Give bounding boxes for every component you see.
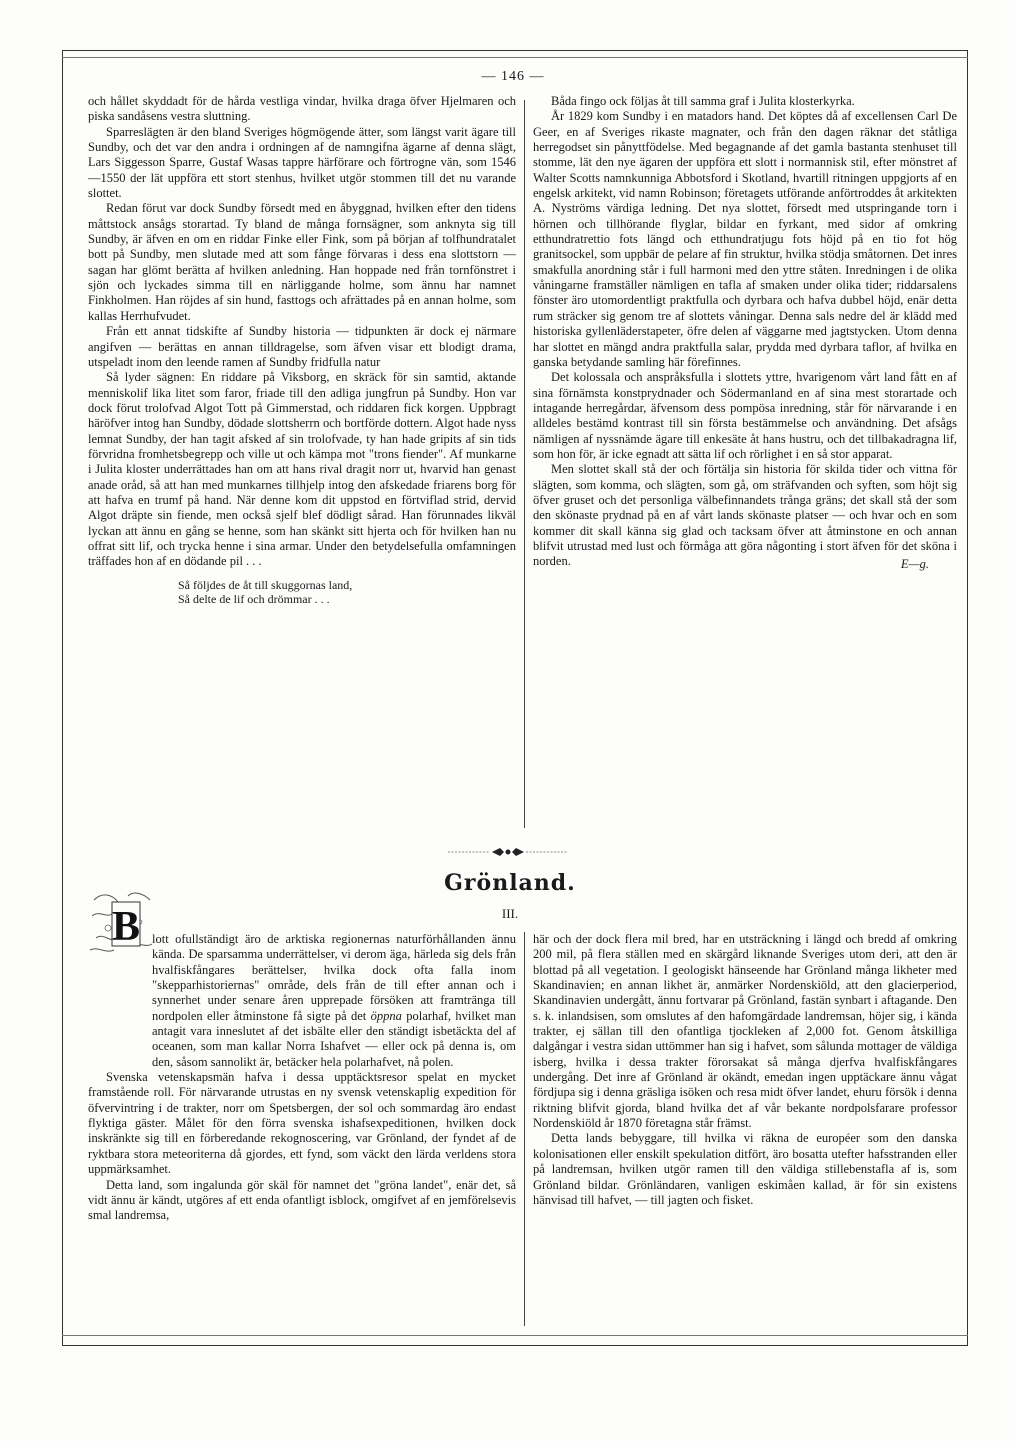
- article1-paragraph: Från ett annat tidskifte af Sundby historia — tidpunkten är dock ej närmare angifven — berättas en annan tilldragelse, som äfven visar ett blodigt drama, utspeladt inom den leende ramen af Sundby fridfulla natur: [88, 324, 516, 369]
- article2-paragraph: här och der dock flera mil bred, har en utsträckning i längd och bredd af omkring 200 mil, på flera ställen med en skärgård liknande Sveriges utom deri, att den är blottad på all vegetation. I geologiskt hänseende har Grönland många likheter med Skandinavien; en annan likhet är, anmärker Nordenskiöld, att den glacierperiod, Skandinavien undergått, ännu fortvarar på Grönland, fastän synbart i aftagande. Den s. k. inlandsisen, som omslutes af den hafomgärdade landremsan, höjer sig, i kända trakter, ej sällan till den ofantliga tjockleken af 2,000 fot. Genom åtskilliga dalgångar i vestra sidan uttömmer han sig i hafvet, som sålunda mottager de väldiga isberg, hvilka i dessa trakter förorsakat så många djerfva hvalfiskfångares undergång. Det inre af Grönland är okändt, emedan ingen upptäckare ännu vågat fördjupa sig i denna gräsliga isöken och resa midt öfver landet, ehuru försök i denna riktning blifvit gjorda, bland hvilka det af vår bekante nordpolsfarare professor Nordenskiöld år 1870 företagna står främst.: [533, 932, 957, 1131]
- page-border-top-rule: [62, 57, 968, 58]
- article1-paragraph: Så lyder sägnen: En riddare på Viksborg, en skräck för sin samtid, aktande menniskolif lika litet som faror, friade till den adliga jungfrun på Sundby. Hon var dock förut trolofvad Algot Tott på Gimmerstad, och riddaren fick korgen. Uppbragt häröfver intog han Sundby, dödade slottsherrn och bortförde dottern. Algot hade nyss lemnat Sundby, der han tagit afsked af sin trolofvade, ty han hade gripits af sin tids förvridna fromhetsbegrepp och ville ut och kämpa mot "trons fiender". Af munkarne i Julita kloster underrättades han om att hans rival dragit norr ut, hvarvid han genast anade oråd, så att han med munkarnes tillhjelp intog den afskedade friarens borg för att hafva en trumf på hand. När denne kom dit uppstod en förtviflad strid, dervid Algot dräpte sin fiende, men också sjelf blef dödligt sårad. Han förunnades likväl lyckan att ännu en gång se henne, som han skänkt sitt hjerta och för hvilken han nu offrat sitt lif, och trycka henne i sina armar. Under den betydelsefulla omfamningen träffades hon af en dödande pil . . .: [88, 370, 516, 569]
- article-title: Grönland.: [444, 870, 576, 896]
- article2-paragraph: [88, 932, 516, 1070]
- drop-cap-letter: B: [111, 904, 141, 950]
- article2-paragraph: Detta land, som ingalunda gör skäl för namnet det "gröna landet", enär det, så vidt ännu är kändt, utgöres af ett enda ofantligt isblock, omgifvet af en jemförelsevis smal landremsa,: [88, 1177, 516, 1223]
- article2-column-right: [533, 932, 957, 1208]
- article2-paragraph: Svenska vetenskapsmän hafva i dessa upptäcktsresor spelat en mycket framstående roll. För närvarande utrustas en ny svensk vetenskaplig expedition för öfvervintring i de trakter, norr om Spetsbergen, der sol och sommardag äro endast flyktiga gäster. Målet för den förra svenska ishafsexpeditionen, hvilken dock inskränkte sig till en förberedande rekognoscering, var Grönland, der fyndet af de ryktbara stora meteoriterna då gjordes, ett fynd, som väckt den lärda verldens stora uppmärksamhet.: [88, 1070, 516, 1177]
- article2-paragraph: Detta lands bebyggare, till hvilka vi räkna de européer som den danska kolonisationen eller enskilt spekulation ditfört, äro bosatta utefter hafsstranden eller på landremsan, hvilken utgör ramen till den väldiga stillebenstafla af is, som Grönland bildar. Grönländaren, vanligen eskimåen kallad, är för sin existens hänvisad till hafvet, — till jagten och fisket.: [533, 1131, 957, 1207]
- article1-column-left: [88, 94, 516, 607]
- poem-line: Så följdes de åt till skuggornas land,: [178, 577, 353, 592]
- emphasized-word: öppna: [370, 1008, 402, 1023]
- article1-paragraph: och hållet skyddadt för de hårda vestliga vindar, hvilka draga öfver Hjelmaren och piska sandåsens vestra sluttning.: [88, 94, 516, 124]
- page-number: — 146 —: [481, 69, 545, 84]
- article1-paragraph: Men slottet skall stå der och förtälja sin historia för skilda tider och vittna för slägten, som komma, och slägten, som gå, om sträfvanden och syften, som höjt sig öfver gruset och det personliga välbefinnandets trånga gräns; det skall stå der som den skönaste prydnad på en af vårt lands skönaste platser — och hvar och en som kommer dit skall känna sig glad och tacksam öfver att åtminstone en och annan blifvit utrustad med lust och förmåga att göra någonting i stort äfven för det sköna i norden.: [533, 462, 957, 569]
- article1-paragraph: Det kolossala och anspråksfulla i slottets yttre, hvarigenom vårt land fått en af sina förnämsta konstprydnader och Södermanland en af sina mest storartade och intagande herregårdar, äfvensom dess pompösa inredning, står för närvarande i en alldeles bestämd kontrast till sin första bestämmelse och användning. Det afsågs nämligen af nyssnämde ägare till enkesäte åt hans hustru, och det tillbakadragna lif, som hon för, är icke egnadt att sätta lif och rörlighet i en så stor apparat.: [533, 370, 957, 461]
- article1-paragraph: Redan förut var dock Sundby försedt med en åbyggnad, hvilken efter den tidens måttstock ansågs storartad. Ty bland de många fornsägner, som anknyta sig till Sundby, är äfven en om en riddar Finke eller Fink, som på början af tolfhundratalet bott på Sundby, men slutade med att som fånge förvaras i dess ena slottstorn — sagan har glömt berätta af hvilken anledning. Han hoppade ned från tornfönstret i sjön och lyckades simma till en närliggande holme, som ännu har namnet Finkholmen. Han röjdes af sin hund, fasttogs och afrättades på en annan holme, som kallas Herrhufvudet.: [88, 201, 516, 323]
- poem-quote: [178, 578, 516, 607]
- column-divider-bottom: [524, 932, 525, 1326]
- article2-column-left: [88, 932, 516, 1224]
- article1-paragraph: Sparreslägten är den bland Sveriges högmögende ätter, som längst varit ägare till Sundby, och det var den andra i ordningen af de namngifna ägarne af denna slägt, Lars Siggesson Sparre, Gustaf Wasas tappre härförare och förtrogne vän, som 1546—1550 der lät uppföra ett stort stenhus, hvilket utgör stommen till det nu varande slottet.: [88, 124, 516, 201]
- ornament-divider-icon: [448, 846, 568, 858]
- page-border-bottom-rule: [62, 1335, 968, 1336]
- article1-column-right: [533, 94, 957, 572]
- article1-paragraph: Båda fingo ock följas åt till samma graf i Julita klosterkyrka.: [551, 94, 855, 108]
- article2-text: polarhaf, hvilket man antagit vara inneslutet af det isbälte eller den ständigt isbetäckta del af oceanen, som man kallar Norra Ishafvet — eller ock på denna is, om den, såsom sannolikt är, betäcker hela polarhafvet, nå polen.: [152, 1008, 516, 1069]
- article1-paragraph: År 1829 kom Sundby i en matadors hand. Det köptes då af excellensen Carl De Geer, en af Sveriges rikaste magnater, och från den dagen räknar det ståtliga herregodset sin pånyttfödelse. Med begagnande af det gamla bastanta stenhuset till stomme, lät den nye ägaren der uppföra ett slott i normannisk stil, efter mönstret af Walter Scotts namnkunniga Abbotsford i Skotland, hvartill ritningen uppgjorts af en engelsk arkitekt, vid namn Robinson; företagets utförande anförtroddes åt arkitekten A. Nyströms värdiga ledning. Det nya slottet, försedt med utspringande torn i hörnen och tillhörande flyglar, bildar en fyrkant, med sidor af omkring etthundratrettio fots längd och etthundratjugu fots höjd på en tio fot hög granitsockel, som uppbär de pelare af fin struktur, hvilka stödja småtornen. Det inres smakfulla anordning står i full harmoni med den yttre ståten. Inredningen i de olika våningarne framställer nämligen en tafla af smaken under olika tider; riddarsalens fönster äro utomordentligt praktfulla och dyrbara och hafva dubbel höjd, enär detta rum sträcker sig genom tre af slottets våningar. Denna sals nedre del är klädd med historiska gyllenläderstapeter, öfre delen af väggarne med jagtstycken. Utom denna har slottet en mängd andra praktfulla salar, prydda med dyrbara taflor, af hvilka en ganska betydande samling här förefinnes.: [533, 109, 957, 369]
- column-divider-top: [524, 100, 525, 828]
- article2-text: lott ofullständigt äro de arktiska regionernas naturförhållanden ännu kända. De sparsamma underrättelser, vi derom äga, härleda sig dels från hvalfiskfångares berättelser, hvilka dock ofta falla inom "skepparhistoriernas" område, dels från de till efter annan och i synnerhet under senare åren upprepade försöken att framtränga till nordpolen eller åtminstone få sigte på det: [152, 932, 516, 1023]
- article-part-number: III.: [501, 906, 519, 921]
- author-signature: E—g.: [900, 556, 929, 571]
- poem-line: Så delte de lif och drömmar . . .: [178, 592, 330, 607]
